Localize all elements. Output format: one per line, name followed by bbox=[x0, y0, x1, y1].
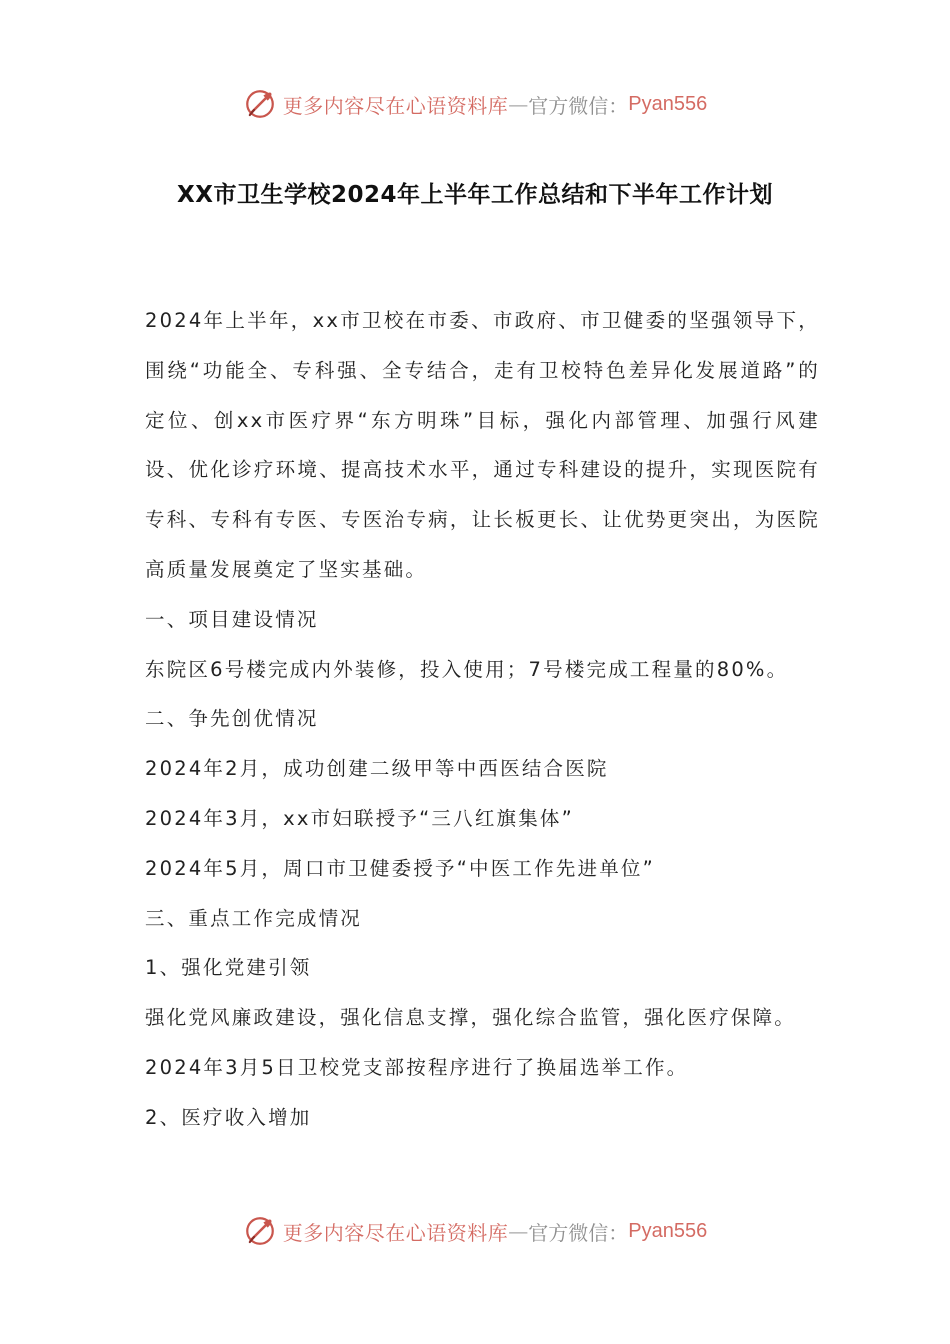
pen-logo-icon bbox=[243, 87, 277, 121]
section-heading-awards: 二、争先创优情况 bbox=[145, 707, 319, 731]
watermark-contact-label: 官方微信： bbox=[528, 1220, 629, 1245]
section-heading-key-work: 三、重点工作完成情况 bbox=[145, 906, 363, 930]
document-body bbox=[145, 296, 820, 1143]
subsection-heading-party: 1、强化党建引领 bbox=[145, 956, 312, 980]
watermark-header bbox=[0, 84, 950, 124]
project-paragraph: 东院区6号楼完成内外装修，投入使用；7号楼完成工程量的80%。 bbox=[145, 657, 789, 681]
award-item: 2024年5月，周口市卫健委授予“中医工作先进单位” bbox=[145, 856, 655, 880]
watermark-separator: — bbox=[508, 1219, 529, 1243]
document-title: XX市卫生学校2024年上半年工作总结和下半年工作计划 bbox=[177, 182, 773, 208]
watermark-contact-id: Pyan556 bbox=[628, 92, 708, 115]
watermark-text: 更多内容尽在心语资料库 bbox=[282, 1220, 509, 1245]
watermark-footer bbox=[0, 1211, 950, 1251]
party-election-paragraph: 2024年3月5日卫校党支部按程序进行了换届选举工作。 bbox=[145, 1055, 689, 1079]
award-item: 2024年3月，xx市妇联授予“三八红旗集体” bbox=[145, 806, 574, 830]
watermark-contact-label: 官方微信： bbox=[528, 93, 629, 118]
intro-paragraph: 2024年上半年，xx市卫校在市委、市政府、市卫健委的坚强领导下，围绕“功能全、专科强、全专结合，走有卫校特色差异化发展道路”的定位、创xx市医疗界“东方明珠”目标，强化内部管理、加强行风建设、优化诊疗环境、提高技术水平，通过专科建设的提升，实现医院有专科、专科有专医、专医治专病，让长板更长、让优势更突出，为医院高质量发展奠定了坚实基础。 bbox=[145, 309, 820, 581]
watermark-text: 更多内容尽在心语资料库 bbox=[282, 93, 509, 118]
award-item: 2024年2月，成功创建二级甲等中西医结合医院 bbox=[145, 757, 609, 781]
subsection-heading-revenue: 2、医疗收入增加 bbox=[145, 1105, 312, 1129]
watermark-contact-id: Pyan556 bbox=[628, 1219, 708, 1242]
pen-logo-icon bbox=[243, 1214, 277, 1248]
section-heading-project: 一、项目建设情况 bbox=[145, 607, 319, 631]
watermark-separator: — bbox=[508, 92, 529, 116]
party-paragraph: 强化党风廉政建设，强化信息支撑，强化综合监管，强化医疗保障。 bbox=[145, 1006, 797, 1030]
